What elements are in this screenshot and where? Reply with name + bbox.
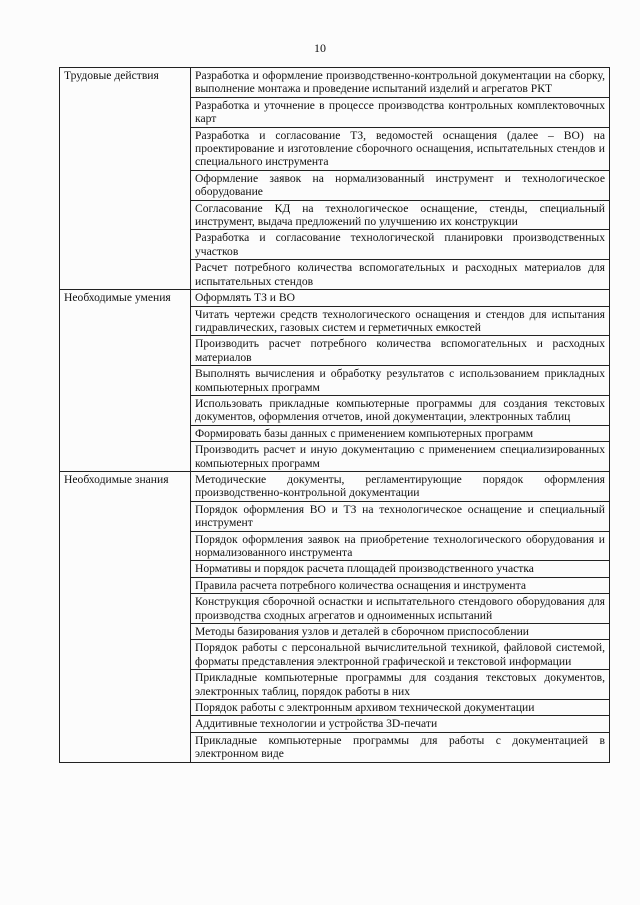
section-item: Конструкция сборочной оснастки и испытательного стендового оборудования для производства сходных агрегатов и одноименных испытаний [191,594,610,624]
section-item: Порядок работы с электронным архивом технической документации [191,700,610,716]
section-item: Разработка и согласование технологической планировки производственных участков [191,230,610,260]
section-item: Использовать прикладные компьютерные программы для создания текстовых документов, оформления отчетов, иной документации, электронных таблиц [191,395,610,425]
section-label: Трудовые действия [60,68,191,290]
section-item: Согласование КД на технологическое оснащение, стенды, специальный инструмент, выдача предложений по улучшению их конструкции [191,200,610,230]
section-item: Расчет потребного количества вспомогательных и расходных материалов для испытательных стендов [191,260,610,290]
section-item: Прикладные компьютерные программы для создания текстовых документов, электронных таблиц, порядок работы в них [191,670,610,700]
section-label: Необходимые знания [60,471,191,762]
table-body [60,68,610,763]
section-item: Прикладные компьютерные программы для работы с документацией в электронном виде [191,732,610,762]
table-row [60,471,610,501]
section-item: Разработка и согласование ТЗ, ведомостей оснащения (далее – ВО) на проектирование и изготовление сборочного оснащения, испытательных стендов и специального инструмента [191,127,610,170]
section-item: Оформлять ТЗ и ВО [191,290,610,306]
section-item: Порядок оформления заявок на приобретение технологического оборудования и нормализованного инструмента [191,531,610,561]
section-item: Разработка и уточнение в процессе производства контрольных комплектовочных карт [191,97,610,127]
table-row [60,68,610,98]
section-item: Методы базирования узлов и деталей в сборочном приспособлении [191,624,610,640]
section-item: Методические документы, регламентирующие порядок оформления производственно-контрольной документации [191,471,610,501]
competency-table [59,67,610,763]
section-item: Формировать базы данных с применением компьютерных программ [191,425,610,441]
section-item: Аддитивные технологии и устройства 3D-печати [191,716,610,732]
section-item: Производить расчет потребного количества вспомогательных и расходных материалов [191,336,610,366]
section-item: Порядок оформления ВО и ТЗ на технологическое оснащение и специальный инструмент [191,501,610,531]
section-label: Необходимые умения [60,290,191,472]
table-row [60,290,610,306]
section-item: Оформление заявок на нормализованный инструмент и технологическое оборудование [191,170,610,200]
section-item: Производить расчет и иную документацию с применением специализированных компьютерных программ [191,442,610,472]
section-item: Правила расчета потребного количества оснащения и инструмента [191,577,610,593]
section-item: Читать чертежи средств технологического оснащения и стендов для испытания гидравлических, газовых систем и герметичных емкостей [191,306,610,336]
section-item: Порядок работы с персональной вычислительной техникой, файловой системой, форматы представления электронной графической и текстовой информации [191,640,610,670]
page-number: 10 [314,41,326,55]
section-item: Нормативы и порядок расчета площадей производственного участка [191,561,610,577]
section-item: Выполнять вычисления и обработку результатов с использованием прикладных компьютерных программ [191,366,610,396]
section-item: Разработка и оформление производственно-контрольной документации на сборку, выполнение монтажа и проведение испытаний изделий и агрегатов РКТ [191,68,610,98]
